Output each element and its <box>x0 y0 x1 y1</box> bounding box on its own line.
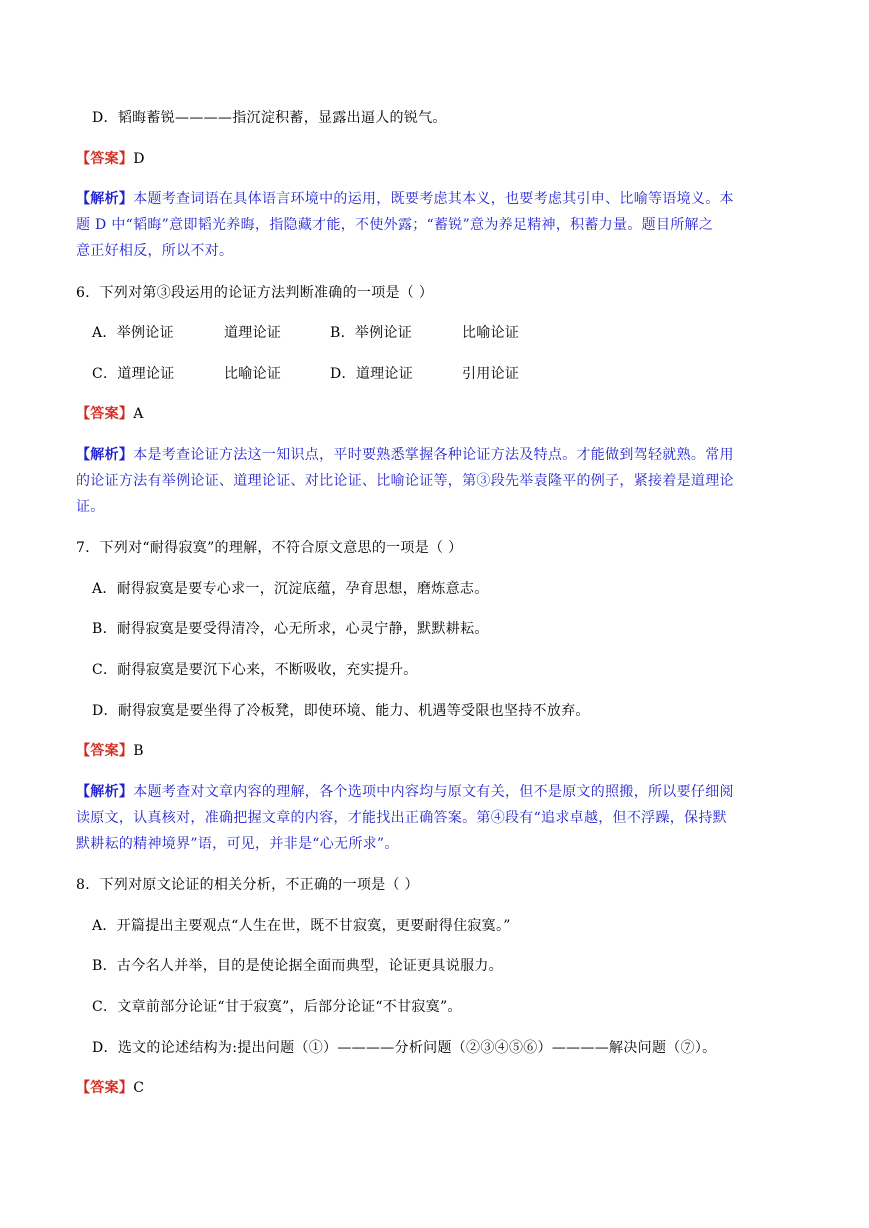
q8-option-a: A．开篇提出主要观点“人生在世，既不甘寂寞，更要耐得住寂寞。” <box>92 918 511 934</box>
q6-stem: 6．下列对第③段运用的论证方法判断准确的一项是（ ） <box>76 285 434 301</box>
analysis-text: 本题考查词语在具体语言环境中的运用，既要考虑其本义，也要考虑其引申、比喻等语境义。本 <box>133 191 734 207</box>
q8-option-b: B．古今名人并举，目的是使论据全面而典型，论证更具说服力。 <box>92 958 503 974</box>
q7-option-d: D．耐得寂寞是要坐得了冷板凳，即使环境、能力、机遇等受限也坚持不放弃。 <box>92 703 590 719</box>
q6-analysis-line-2: 的论证方法有举例论证、道理论证、对比论证、比喻论证等，第③段先举袁隆平的例子，紧接着是道理论 <box>76 473 734 489</box>
q8-option-d: D．选文的论述结构为:提出问题（①）————分析问题（②③④⑤⑥）————解决问题（⑦）。 <box>92 1040 717 1056</box>
analysis-text: 本题考查对文章内容的理解，各个选项中内容均与原文有关，但不是原文的照搬，所以要仔细阅 <box>133 784 734 800</box>
answer-value: D <box>133 151 145 167</box>
q6-option-a: A．举例论证 <box>92 325 174 341</box>
q7-analysis-line-1 <box>76 782 734 802</box>
q8-option-c: C．文章前部分论证“甘于寂寞”，后部分论证“不甘寂寞”。 <box>92 999 462 1015</box>
q5-analysis-line-1 <box>76 189 734 209</box>
q7-analysis-line-2: 读原文，认真核对，准确把握文章的内容，才能找出正确答案。第④段有“追求卓越，但不浮躁，保持默 <box>76 810 727 826</box>
answer-value: B <box>133 743 144 759</box>
q6-analysis-line-3: 证。 <box>76 499 105 515</box>
analysis-text: 本是考查论证方法这一知识点，平时要熟悉掌握各种论证方法及特点。才能做到驾轻就熟。常用 <box>133 447 734 463</box>
q5-answer <box>76 149 145 169</box>
q5-analysis-line-2: 题 D 中“韬晦”意即韬光养晦，指隐藏才能，不使外露；“蓄锐”意为养足精神，积蓄力量。题目所解之 <box>76 217 714 233</box>
q5-option-d: D．韬晦蓄锐————指沉淀积蓄，显露出逼人的锐气。 <box>92 110 447 126</box>
answer-value: C <box>133 1080 145 1096</box>
analysis-label: 【解析】 <box>76 191 134 207</box>
q6-option-b: B．举例论证 <box>330 325 413 341</box>
q7-stem: 7．下列对“耐得寂寞”的理解，不符合原文意思的一项是（ ） <box>76 540 463 556</box>
q6-option-b-method: 比喻论证 <box>462 325 520 341</box>
q5-analysis-line-3: 意正好相反，所以不对。 <box>76 243 234 259</box>
analysis-label: 【解析】 <box>76 784 134 800</box>
q6-answer <box>76 404 144 424</box>
q6-option-c: C．道理论证 <box>92 366 175 382</box>
q7-analysis-line-3: 默耕耘的精神境界”语，可见，并非是“心无所求”。 <box>76 836 399 852</box>
answer-value: A <box>133 406 144 422</box>
analysis-label: 【解析】 <box>76 447 134 463</box>
q7-option-a: A．耐得寂寞是要专心求一，沉淀底蕴，孕育思想，磨炼意志。 <box>92 581 489 597</box>
q6-option-d-method: 引用论证 <box>462 366 520 382</box>
q6-option-a-method: 道理论证 <box>224 325 282 341</box>
answer-label: 【答案】 <box>76 743 134 759</box>
answer-label: 【答案】 <box>76 151 134 167</box>
q7-option-b: B．耐得寂寞是要受得清冷，心无所求，心灵宁静，默默耕耘。 <box>92 621 489 637</box>
q8-stem: 8．下列对原文论证的相关分析，不正确的一项是（ ） <box>76 877 419 893</box>
answer-label: 【答案】 <box>76 406 134 422</box>
q6-option-c-method: 比喻论证 <box>224 366 282 382</box>
q7-option-c: C．耐得寂寞是要沉下心来，不断吸收，充实提升。 <box>92 662 418 678</box>
q6-analysis-line-1 <box>76 445 734 465</box>
q7-answer <box>76 741 144 761</box>
answer-label: 【答案】 <box>76 1080 134 1096</box>
q6-option-d: D．道理论证 <box>330 366 414 382</box>
q8-answer <box>76 1078 144 1098</box>
